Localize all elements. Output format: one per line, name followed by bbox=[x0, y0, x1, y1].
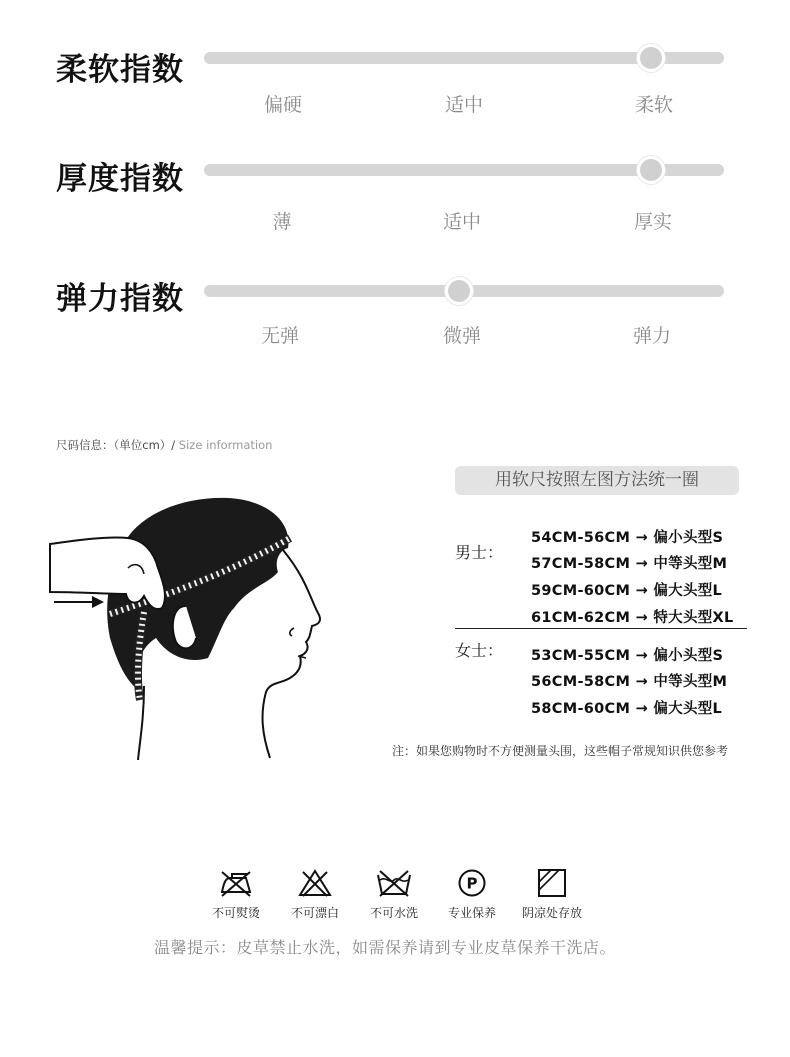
svg-text:P: P bbox=[466, 874, 478, 893]
men-size-line: 54CM-56CM → 偏小头型S bbox=[531, 530, 724, 546]
women-label: 女士： bbox=[455, 641, 504, 660]
index-title: 柔软指数 bbox=[56, 52, 184, 88]
care-label: 不可漂白 bbox=[290, 906, 339, 920]
care-tip: 温馨提示：皮草禁止水洗，如需保养请到专业皮草保养干洗店。 bbox=[154, 938, 617, 957]
size-note: 注：如果您购物时不方便测量头围，这些帽子常规知识供您参考 bbox=[392, 744, 729, 758]
care-item-no-iron bbox=[201, 868, 271, 921]
care-item-shade-storage bbox=[517, 868, 587, 921]
no-bleach-icon bbox=[297, 868, 333, 898]
care-item-professional-care bbox=[437, 868, 507, 921]
scale-label-mid: 适中 bbox=[442, 211, 481, 233]
scale-label-low: 无弹 bbox=[260, 325, 299, 347]
size-divider bbox=[455, 628, 747, 629]
women-size-line: 58CM-60CM → 偏大头型L bbox=[531, 701, 723, 717]
scale-label-high: 厚实 bbox=[633, 211, 672, 233]
care-item-no-bleach bbox=[280, 868, 350, 921]
index-knob bbox=[637, 156, 665, 184]
index-row-elasticity bbox=[0, 273, 790, 373]
men-size-line: 57CM-58CM → 中等头型M bbox=[531, 556, 728, 572]
men-size-line: 61CM-62CM → 特大头型XL bbox=[531, 610, 734, 626]
size-caption bbox=[56, 437, 272, 453]
scale-label-mid: 微弹 bbox=[442, 325, 481, 347]
index-row-softness bbox=[0, 44, 790, 144]
size-caption-en: Size information bbox=[175, 438, 273, 452]
index-knob bbox=[445, 277, 473, 305]
scale-label-mid: 适中 bbox=[444, 94, 483, 116]
head-measurement-illustration bbox=[48, 488, 338, 770]
men-label: 男士： bbox=[455, 543, 504, 562]
care-label: 不可熨烫 bbox=[211, 906, 260, 920]
women-size-line: 53CM-55CM → 偏小头型S bbox=[531, 648, 724, 664]
care-label: 阴凉处存放 bbox=[521, 906, 582, 920]
care-item-no-wash bbox=[359, 868, 429, 921]
care-label: 不可水洗 bbox=[369, 906, 418, 920]
scale-label-high: 弹力 bbox=[632, 325, 671, 347]
index-title: 厚度指数 bbox=[56, 161, 184, 197]
shade-storage-icon bbox=[536, 868, 568, 898]
size-caption-cn: 尺码信息：（单位cm）/ bbox=[56, 438, 176, 452]
no-wash-icon bbox=[375, 868, 413, 898]
men-size-line: 59CM-60CM → 偏大头型L bbox=[531, 583, 723, 599]
women-size-line: 56CM-58CM → 中等头型M bbox=[531, 674, 728, 690]
care-label: 专业保养 bbox=[447, 906, 496, 920]
no-iron-icon bbox=[218, 868, 254, 898]
professional-care-icon bbox=[456, 868, 488, 898]
index-row-thickness bbox=[0, 153, 790, 253]
scale-label-high: 柔软 bbox=[634, 94, 673, 116]
scale-label-low: 薄 bbox=[272, 211, 292, 233]
index-title: 弹力指数 bbox=[56, 281, 184, 317]
index-knob bbox=[637, 44, 665, 72]
measurement-instruction: 用软尺按照左图方法统一圈 bbox=[455, 466, 739, 495]
scale-label-low: 偏硬 bbox=[263, 94, 302, 116]
